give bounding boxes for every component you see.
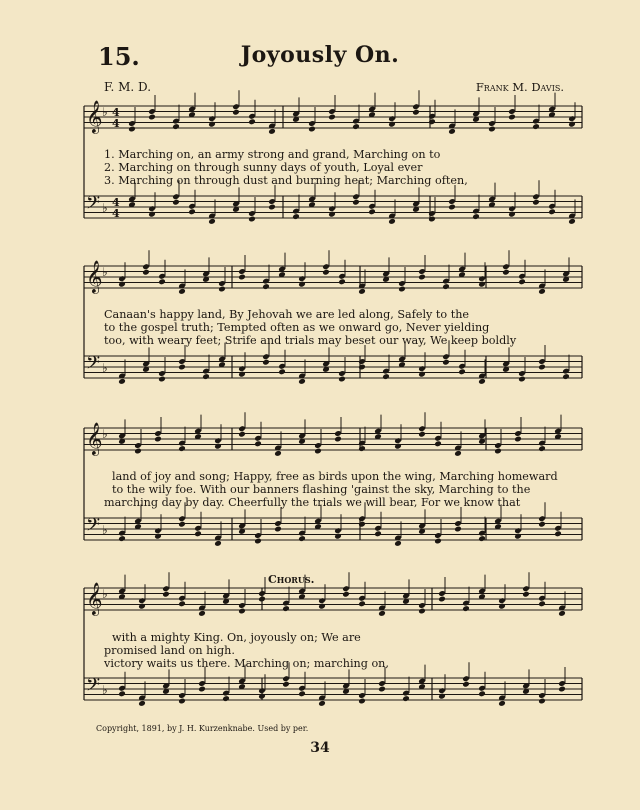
bass-note-head (378, 686, 386, 693)
treble-note-head (498, 603, 506, 610)
treble-note-head (314, 448, 322, 455)
lyric-s1-v1: 1. Marching on, an army strong and grand, Marching on to (104, 148, 441, 161)
bass-note-head (194, 530, 202, 537)
treble-note-head (522, 591, 530, 598)
bass-note-head (548, 208, 556, 215)
lyric-s1-v2: 2. Marching on through sunny days of youth, Loyal ever (104, 161, 423, 174)
bass-note-head (554, 530, 562, 537)
treble-note-head (418, 431, 426, 438)
treble-note-head (118, 281, 126, 288)
treble-note-head (462, 605, 470, 612)
bass-note-head (394, 540, 402, 547)
key-flat-icon: ♭ (102, 105, 108, 119)
bass-note-head (254, 538, 262, 545)
treble-note-head (328, 114, 336, 121)
treble-note-head (448, 128, 456, 135)
bass-note-head (282, 681, 290, 688)
chorus-label: Chorus. (268, 573, 315, 586)
treble-clef-icon: 𝄞 (86, 422, 103, 455)
treble-note-head (268, 128, 276, 135)
time-signature: 4 (112, 207, 120, 220)
treble-note-head (128, 126, 136, 133)
key-flat-icon: ♭ (102, 201, 108, 215)
treble-note-head (322, 269, 330, 276)
treble-note-head (428, 118, 436, 125)
treble-note-head (158, 278, 166, 285)
bass-note-head (438, 693, 446, 700)
time-signature: 4 (112, 196, 120, 209)
treble-note-head (178, 600, 186, 607)
copyright-notice: Copyright, 1891, by J. H. Kurzenknabe. Used by per. (96, 724, 309, 733)
bass-note-head (458, 368, 466, 375)
key-flat-icon: ♭ (102, 265, 108, 279)
treble-note-head (208, 121, 216, 128)
treble-note-head (412, 109, 420, 116)
treble-note-head (398, 286, 406, 293)
lyric-s2-v3: too, with weary feet; Strife and trials may beset our way, We keep boldly (104, 334, 517, 347)
bass-note-head (518, 376, 526, 383)
bass-staff-4 (84, 678, 582, 700)
bass-clef-icon: 𝄢 (86, 353, 101, 378)
treble-staff-4 (84, 588, 582, 610)
bass-note-head (118, 690, 126, 697)
bass-note-head (358, 521, 366, 528)
bass-note-head (538, 364, 546, 371)
bass-note-head (188, 208, 196, 215)
treble-note-head (378, 610, 386, 617)
treble-note-head (494, 448, 502, 455)
bass-note-head (568, 218, 576, 225)
bass-note-head (374, 530, 382, 537)
treble-note-head (218, 286, 226, 293)
treble-note-head (502, 269, 510, 276)
bass-note-head (258, 693, 266, 700)
lyric-s3-v2: to the wily foe. With our banners flashing 'gainst the sky, Marching to the (112, 483, 531, 496)
treble-note-head (162, 591, 170, 598)
treble-note-head (514, 436, 522, 443)
bass-note-head (508, 211, 516, 218)
treble-note-head (238, 608, 246, 615)
bass-note-head (388, 218, 396, 225)
bass-note-head (238, 371, 246, 378)
bass-note-head (454, 526, 462, 533)
bass-note-head (154, 533, 162, 540)
treble-note-head (248, 118, 256, 125)
bass-note-head (472, 213, 480, 220)
bass-note-head (292, 213, 300, 220)
bass-note-head (298, 690, 306, 697)
treble-note-head (518, 278, 526, 285)
bass-note-head (318, 700, 326, 707)
treble-note-head (508, 114, 516, 121)
treble-clef-icon: 𝄞 (86, 260, 103, 293)
treble-note-head (318, 603, 326, 610)
bass-note-head (434, 538, 442, 545)
bass-note-head (532, 199, 540, 206)
key-flat-icon: ♭ (102, 523, 108, 537)
lyric-s2-v1: Canaan's happy land, By Jehovah we are led along, Safely to the (104, 308, 470, 321)
treble-note-head (454, 450, 462, 457)
lyric-s3-v1: land of joy and song; Happy, free as birds upon the wing, Marching homeward (112, 470, 558, 483)
treble-note-head (172, 123, 180, 130)
page-number: 34 (310, 740, 330, 756)
treble-note-head (262, 283, 270, 290)
bass-note-head (274, 526, 282, 533)
bass-note-head (562, 373, 570, 380)
bass-note-head (148, 211, 156, 218)
treble-note-head (338, 278, 346, 285)
bass-note-head (358, 364, 366, 371)
bass-note-head (338, 376, 346, 383)
bass-note-head (198, 686, 206, 693)
bass-note-head (298, 535, 306, 542)
lyric-s3-v3: marching day by day. Cheerfully the trials we will bear, For we know that (104, 496, 521, 509)
bass-note-head (498, 700, 506, 707)
bass-note-head (448, 204, 456, 211)
lyric-s4-v3: victory waits us there. Marching on; marching on, (104, 657, 389, 670)
bass-note-head (382, 373, 390, 380)
bass-note-head (368, 208, 376, 215)
treble-note-head (538, 600, 546, 607)
bass-note-head (202, 373, 210, 380)
bass-note-head (538, 698, 546, 705)
treble-note-head (418, 608, 426, 615)
bass-note-head (158, 376, 166, 383)
treble-note-head (478, 281, 486, 288)
bass-clef-icon: 𝄢 (86, 515, 101, 540)
bass-note-head (248, 216, 256, 223)
treble-note-head (238, 431, 246, 438)
treble-note-head (442, 283, 450, 290)
bass-note-head (208, 218, 216, 225)
bass-clef-icon: 𝄢 (86, 193, 101, 218)
bass-note-head (262, 359, 270, 366)
treble-note-head (254, 440, 262, 447)
treble-note-head (538, 288, 546, 295)
treble-note-head (438, 596, 446, 603)
bass-note-head (352, 199, 360, 206)
treble-note-head (298, 281, 306, 288)
treble-note-head (274, 450, 282, 457)
composer-name: Frank M. Davis. (475, 80, 564, 94)
bass-note-head (178, 698, 186, 705)
bass-note-head (268, 204, 276, 211)
bass-note-head (222, 695, 230, 702)
bass-note-head (172, 199, 180, 206)
bass-note-head (442, 359, 450, 366)
treble-note-head (154, 436, 162, 443)
treble-note-head (214, 443, 222, 450)
treble-clef-icon: 𝄞 (86, 582, 103, 615)
treble-note-head (334, 436, 342, 443)
treble-note-head (178, 288, 186, 295)
bass-clef-icon: 𝄢 (86, 675, 101, 700)
treble-note-head (308, 126, 316, 133)
bass-note-head (334, 533, 342, 540)
treble-note-head (358, 445, 366, 452)
bass-note-head (558, 686, 566, 693)
lyric-s1-v3: 3. Marching on through dust and burning heat; Marching often, (104, 174, 468, 187)
key-flat-icon: ♭ (102, 683, 108, 697)
treble-note-head (282, 605, 290, 612)
hymn-number: 15. (98, 42, 140, 71)
treble-note-head (358, 600, 366, 607)
treble-note-head (538, 445, 546, 452)
bass-note-head (328, 211, 336, 218)
treble-clef-icon: 𝄞 (86, 100, 103, 133)
bass-note-head (478, 378, 486, 385)
bass-note-head (214, 540, 222, 547)
treble-note-head (558, 610, 566, 617)
treble-note-head (352, 123, 360, 130)
treble-note-head (418, 274, 426, 281)
key-flat-icon: ♭ (102, 427, 108, 441)
treble-note-head (142, 269, 150, 276)
bass-note-head (514, 533, 522, 540)
time-signature: 4 (112, 117, 120, 130)
bass-note-head (478, 690, 486, 697)
bass-note-head (118, 535, 126, 542)
bass-note-head (278, 368, 286, 375)
treble-note-head (232, 109, 240, 116)
bass-note-head (358, 698, 366, 705)
lyric-s4-v1: with a mighty King. On, joyously on; We are (112, 631, 361, 644)
bass-note-head (138, 700, 146, 707)
bass-note-head (418, 371, 426, 378)
treble-note-head (134, 448, 142, 455)
treble-note-head (388, 121, 396, 128)
treble-note-head (258, 596, 266, 603)
bass-note-head (298, 378, 306, 385)
key-flat-icon: ♭ (102, 361, 108, 375)
treble-note-head (238, 274, 246, 281)
bass-note-head (178, 521, 186, 528)
treble-note-head (148, 114, 156, 121)
bass-note-head (118, 378, 126, 385)
bass-note-head (178, 364, 186, 371)
treble-note-head (532, 123, 540, 130)
treble-note-head (434, 440, 442, 447)
lyric-s4-v2: promised land on high. (104, 644, 235, 657)
bass-note-head (402, 695, 410, 702)
time-signature: 4 (112, 106, 120, 119)
key-flat-icon: ♭ (102, 587, 108, 601)
lyric-s2-v2: to the gospel truth; Tempted often as we onward go, Never yielding (104, 321, 490, 334)
bass-note-head (538, 521, 546, 528)
treble-note-head (394, 443, 402, 450)
bass-note-head (478, 535, 486, 542)
treble-note-head (342, 591, 350, 598)
hymn-title: Joyously On. (240, 42, 400, 68)
bass-note-head (428, 216, 436, 223)
treble-note-head (488, 126, 496, 133)
treble-note-head (178, 445, 186, 452)
treble-note-head (358, 288, 366, 295)
treble-note-head (138, 603, 146, 610)
treble-staff-2 (84, 266, 582, 288)
treble-note-head (568, 121, 576, 128)
bass-note-head (462, 681, 470, 688)
author-initials: F. M. D. (104, 80, 152, 94)
treble-note-head (198, 610, 206, 617)
